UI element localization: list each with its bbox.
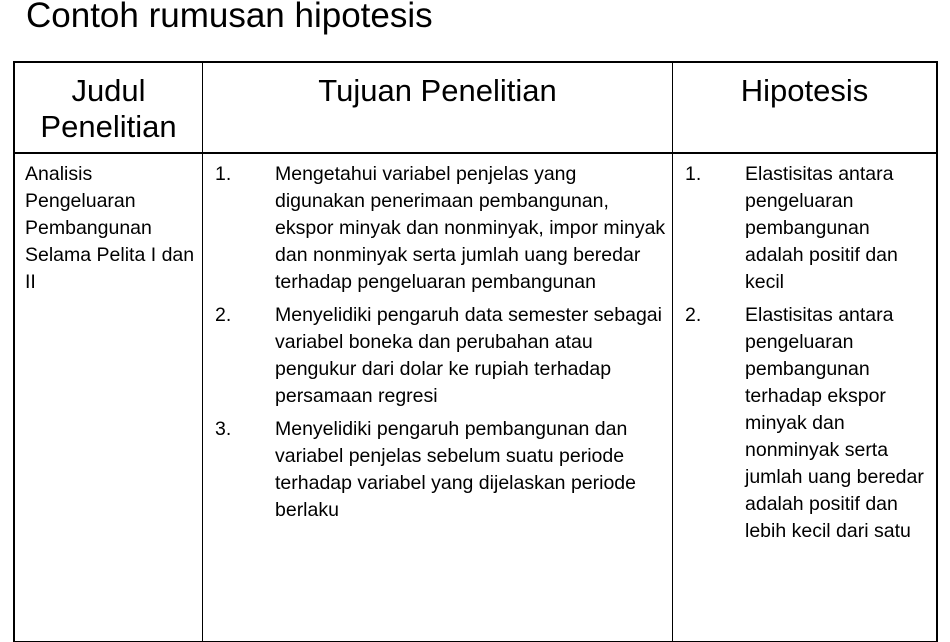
list-item-text: Mengetahui variabel penjelas yang digunakan penerimaan pembangunan, ekspor minyak dan nonminyak, impor minyak dan nonminyak serta jumlah uang beredar terhadap pengeluaran pembangunan [275,162,666,293]
list-item-text: Menyelidiki pengaruh data semester sebagai variabel boneka dan perubahan atau pengukur dari dolar ke rupiah terhadap persamaan regresi [275,303,662,407]
list-item-number: 2. [685,303,702,326]
judul-text: Analisis Pengeluaran Pembangunan Selama Pelita I dan II [25,162,195,293]
header-judul-penelitian: Judul Penelitian [15,63,203,153]
list-item [215,416,668,524]
list-item-number: 2. [215,303,232,326]
list-item-number: 1. [685,162,702,185]
list-item [685,302,932,545]
cell-judul-penelitian [15,153,203,642]
hypothesis-table [14,62,937,642]
list-item-text: Elastisitas antara pengeluaran pembangunan terhadap ekspor minyak dan nonminyak serta jumlah uang beredar adalah positif dan lebih kecil dari satu [745,303,924,542]
table-row [15,153,937,642]
list-item [685,161,932,296]
header-hipotesis: Hipotesis [673,63,937,153]
cell-tujuan-penelitian [203,153,673,642]
list-item [215,161,668,296]
list-item [215,302,668,410]
table-header-row [15,63,937,153]
list-item-number: 1. [215,162,232,185]
header-tujuan-penelitian: Tujuan Penelitian [203,63,673,153]
cell-hipotesis [673,153,937,642]
tujuan-list [215,161,668,524]
list-item-number: 3. [215,417,232,440]
list-item-text: Menyelidiki pengaruh pembangunan dan variabel penjelas sebelum suatu periode terhadap variabel yang dijelaskan periode berlaku [275,417,636,521]
hipotesis-list [685,161,932,545]
list-item-text: Elastisitas antara pengeluaran pembangunan adalah positif dan kecil [745,162,898,293]
slide-title: Contoh rumusan hipotesis [26,0,433,35]
